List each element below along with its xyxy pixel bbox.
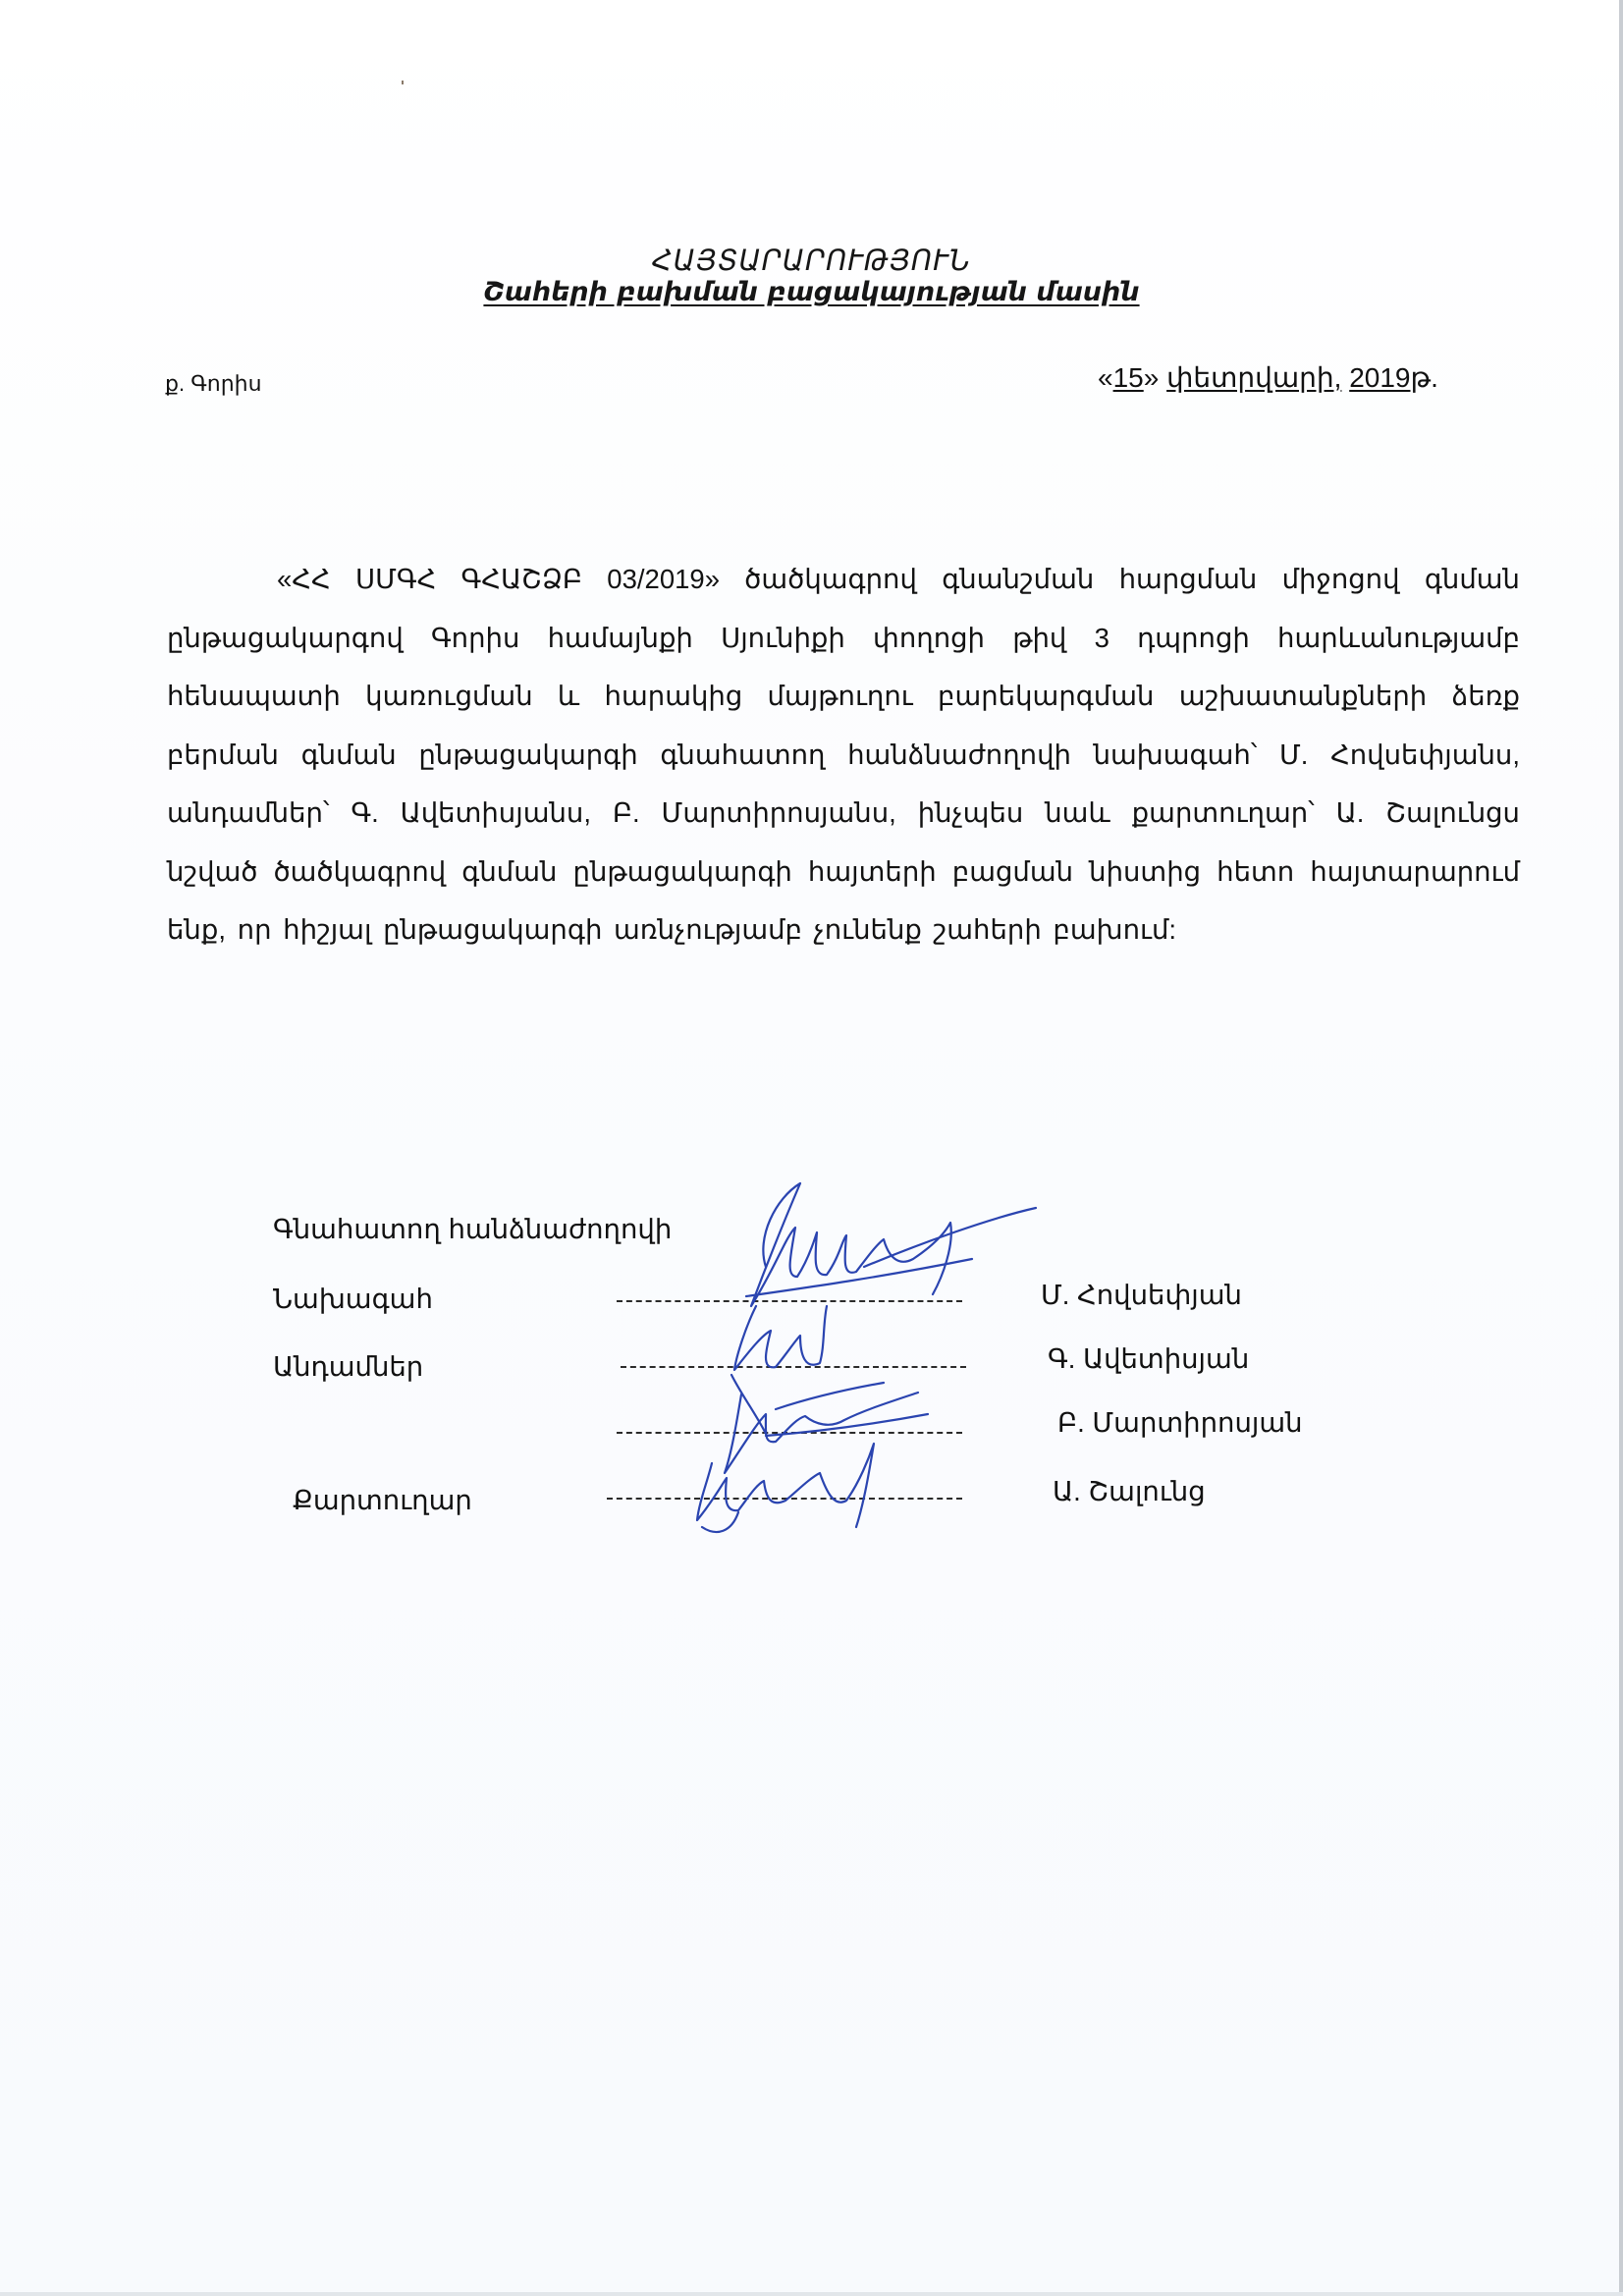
- declaration-body: «ՀՀ ՍՄԳՀ ԳՀԱՇՁԲ 03/2019» ծածկագրով գնանշման հարցման միջոցով գնման ընթացակարգով Գորիս համայնքի Սյունիքի փողոցի թիվ 3 դպրոցի հարևանությամբ հենապատի կառուցման և հարակից մայթուղու բարեկարգման աշխատանքների ձեռք բերման գնման ընթացակարգի գնահատող հանձնաժողովի նախագահ՝ Մ. Հովսեփյանս, անդամներ՝ Գ. Ավետիսյանս, Բ. Մարտիրոսյանս, ինչպես նաև քարտուղար՝ Ա. Շալունցս նշված ծածկագրով գնման ընթացակարգի հայտերի բացման նիստից հետո հայտարարում ենք, որ հիշյալ ընթացակարգի առնչությամբ չունենք շահերի բախում:: [167, 564, 1520, 945]
- date-day: 15: [1112, 362, 1144, 393]
- signature-line: [607, 1498, 962, 1500]
- date-year: 2019: [1349, 362, 1411, 393]
- date-open-quote: «: [1098, 362, 1113, 393]
- signature-heading: Գնահատող հանձնաժողովի: [273, 1214, 673, 1244]
- signature-name: Ա. Շալունց: [1053, 1476, 1206, 1506]
- signature-name: Գ. Ավետիսյան: [1048, 1343, 1250, 1374]
- signature-name: Մ. Հովսեփյան: [1041, 1280, 1242, 1310]
- signature-line: [621, 1366, 966, 1368]
- document-subtitle: Շահերի բախման բացակայության մասին: [483, 277, 1140, 307]
- signature-secretary: [697, 1444, 874, 1532]
- document-title: ՀԱՅՏԱՐԱՐՈՒԹՅՈՒՆ: [652, 244, 971, 277]
- signature-role: Նախագահ: [273, 1284, 433, 1314]
- signature-role: Քարտուղար: [293, 1485, 472, 1515]
- scan-speck: [402, 81, 404, 84]
- date-close-quote: »: [1143, 362, 1160, 393]
- scan-edge-bottom: [0, 2292, 1623, 2296]
- signature-role: Անդամներ: [273, 1351, 424, 1382]
- signature-line: [617, 1300, 962, 1302]
- signature-line: [617, 1432, 962, 1434]
- signature-member-1: [731, 1306, 827, 1434]
- scan-edge-right: [1619, 0, 1623, 2296]
- document-date: [1098, 361, 1438, 394]
- signature-member-2: [725, 1383, 928, 1473]
- signature-chair: [746, 1183, 1036, 1306]
- date-month: փետրվարի,: [1166, 362, 1342, 393]
- document-city: ք. Գորիս: [165, 371, 262, 396]
- date-year-suffix: թ.: [1410, 362, 1438, 393]
- signature-name: Բ. Մարտիրոսյան: [1057, 1407, 1303, 1438]
